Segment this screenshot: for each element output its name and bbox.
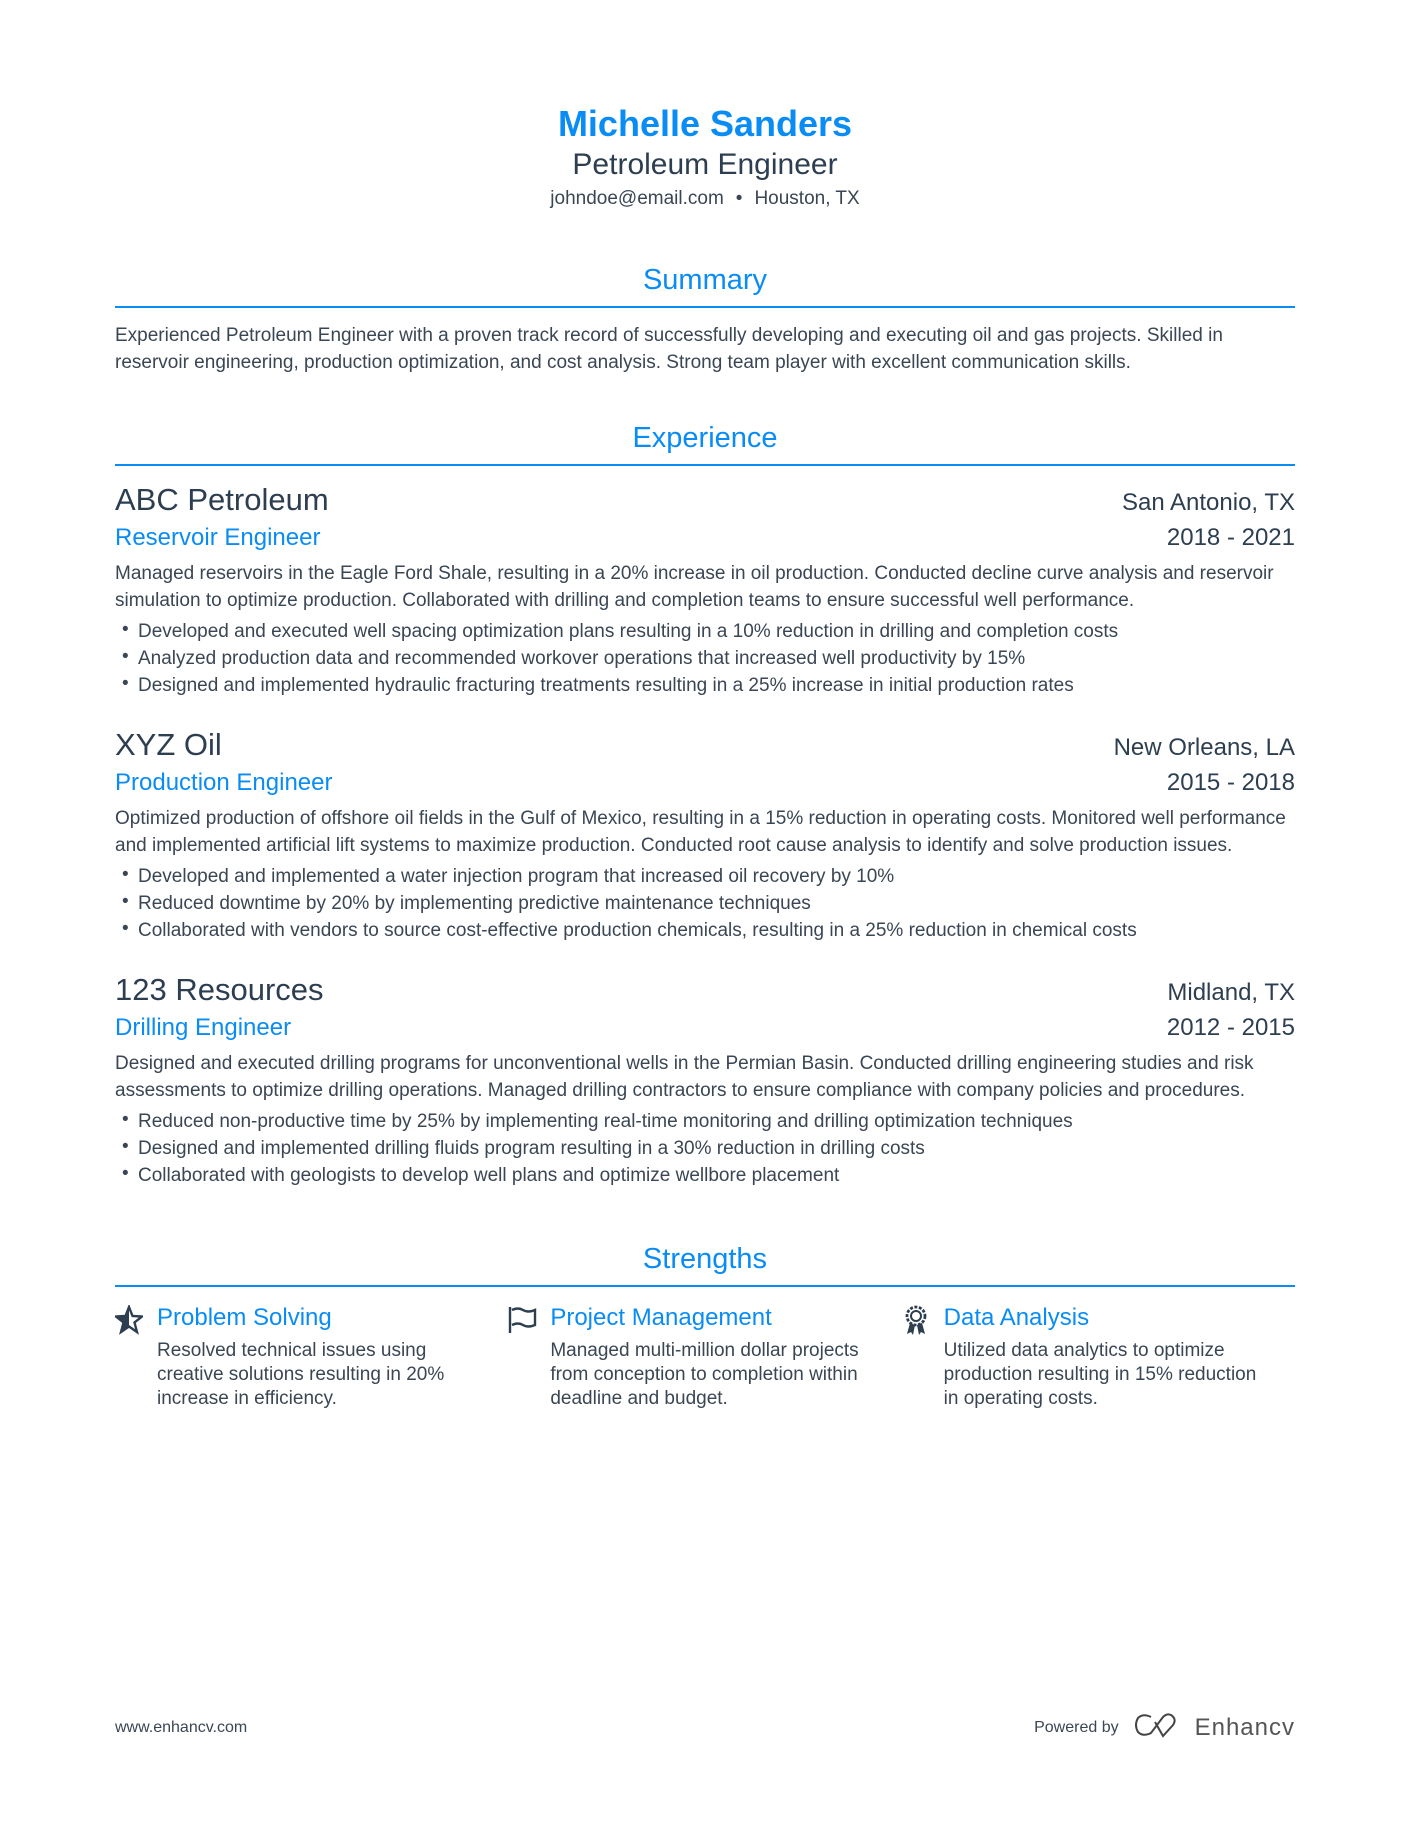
bullet-item: • Collaborated with vendors to source cost-effective production chemicals, resulting in a 25% reduction in chemical costs <box>115 917 1295 944</box>
strength-item <box>115 1301 508 1411</box>
job-role: Production Engineer <box>115 769 333 796</box>
brand-name: Enhancv <box>1194 1713 1295 1741</box>
strength-item <box>508 1301 901 1411</box>
resume-page <box>115 0 1295 1411</box>
job-location: San Antonio, TX <box>1121 489 1295 516</box>
summary-heading: Summary <box>642 264 768 296</box>
job-dates: 2015 - 2018 <box>1166 769 1295 796</box>
contact-info <box>115 184 1295 214</box>
candidate-name: Michelle Sanders <box>557 103 853 144</box>
job-dates: 2012 - 2015 <box>1166 1014 1295 1041</box>
award-icon <box>902 1301 944 1411</box>
strength-title: Project Management <box>550 1304 772 1331</box>
divider <box>115 306 1295 308</box>
job-entry <box>115 970 1295 1189</box>
footer <box>115 1712 1295 1743</box>
flag-icon <box>508 1301 550 1411</box>
star-icon <box>115 1301 157 1411</box>
job-description: Managed reservoirs in the Eagle Ford Shale, resulting in a 20% increase in oil production. Conducted decline curve analysis and reservoir simulation to optimize production. Collaborated with drilling and completion teams to ensure successful well performance. <box>115 563 1274 611</box>
website-link[interactable]: www.enhancv.com <box>115 1718 248 1736</box>
enhancv-logo-icon <box>1133 1712 1181 1743</box>
bullet-item: • Developed and executed well spacing optimization plans resulting in a 10% reduction in drilling and completion costs <box>115 618 1295 645</box>
strength-text: Utilized data analytics to optimize production resulting in 15% reduction in operating costs. <box>943 1340 1257 1409</box>
bullet-item: • Reduced downtime by 20% by implementing predictive maintenance techniques <box>115 890 1295 917</box>
divider <box>115 464 1295 466</box>
job-role: Reservoir Engineer <box>115 524 321 551</box>
experience-heading: Experience <box>632 422 778 454</box>
job-bullets <box>115 618 1295 699</box>
bullet-item: • Collaborated with geologists to develop well plans and optimize wellbore placement <box>115 1162 1295 1189</box>
company-name: ABC Petroleum <box>115 482 329 517</box>
divider <box>115 1285 1295 1287</box>
summary-text: Experienced Petroleum Engineer with a proven track record of successfully developing and executing oil and gas projects. Skilled in reservoir engineering, production optimization, and cost analysis. Strong team player with excellent communication skills. <box>115 325 1223 373</box>
bullet-item: • Analyzed production data and recommended workover operations that increased well productivity by 15% <box>115 645 1295 672</box>
powered-by-label: Powered by <box>1034 1718 1119 1736</box>
strength-title: Problem Solving <box>157 1304 332 1331</box>
location: Houston, TX <box>754 188 860 209</box>
resume-header <box>115 0 1295 214</box>
bullet-item: • Designed and implemented drilling fluids program resulting in a 30% reduction in drilling costs <box>115 1135 1295 1162</box>
strength-text: Resolved technical issues using creative solutions resulting in 20% increase in efficiency. <box>157 1340 445 1409</box>
job-role: Drilling Engineer <box>115 1014 292 1041</box>
strength-item <box>902 1301 1295 1411</box>
email[interactable]: johndoe@email.com <box>550 188 724 209</box>
job-description: Designed and executed drilling programs for unconventional wells in the Permian Basin. Conducted drilling engineering studies and risk assessments to optimize drilling operations. Managed drilling contractors to ensure compliance with company policies and procedures. <box>115 1053 1254 1101</box>
company-name: XYZ Oil <box>115 727 222 762</box>
bullet-item: • Developed and implemented a water injection program that increased oil recovery by 10% <box>115 863 1295 890</box>
job-bullets <box>115 863 1295 944</box>
candidate-title: Petroleum Engineer <box>572 148 838 181</box>
job-description: Optimized production of offshore oil fields in the Gulf of Mexico, resulting in a 15% reduction in operating costs. Monitored well performance and implemented artificial lift systems to maximize production. Conducted root cause analysis to identify and solve production issues. <box>115 808 1286 856</box>
job-entry <box>115 480 1295 699</box>
strengths-heading: Strengths <box>642 1243 768 1275</box>
experience-list <box>115 480 1295 1189</box>
separator: • <box>735 188 743 209</box>
bullet-item: • Reduced non-productive time by 25% by implementing real-time monitoring and drilling optimization techniques <box>115 1108 1295 1135</box>
company-name: 123 Resources <box>115 972 324 1007</box>
powered-by <box>1034 1712 1295 1743</box>
job-dates: 2018 - 2021 <box>1166 524 1295 551</box>
job-location: New Orleans, LA <box>1113 734 1295 761</box>
strength-title: Data Analysis <box>943 1304 1090 1331</box>
job-location: Midland, TX <box>1167 979 1295 1006</box>
job-bullets <box>115 1108 1295 1189</box>
strengths-list <box>115 1301 1295 1411</box>
job-entry <box>115 725 1295 944</box>
strength-text: Managed multi-million dollar projects from conception to completion within deadline and budget. <box>550 1340 859 1409</box>
bullet-item: • Designed and implemented hydraulic fracturing treatments resulting in a 25% increase in initial production rates <box>115 672 1295 699</box>
